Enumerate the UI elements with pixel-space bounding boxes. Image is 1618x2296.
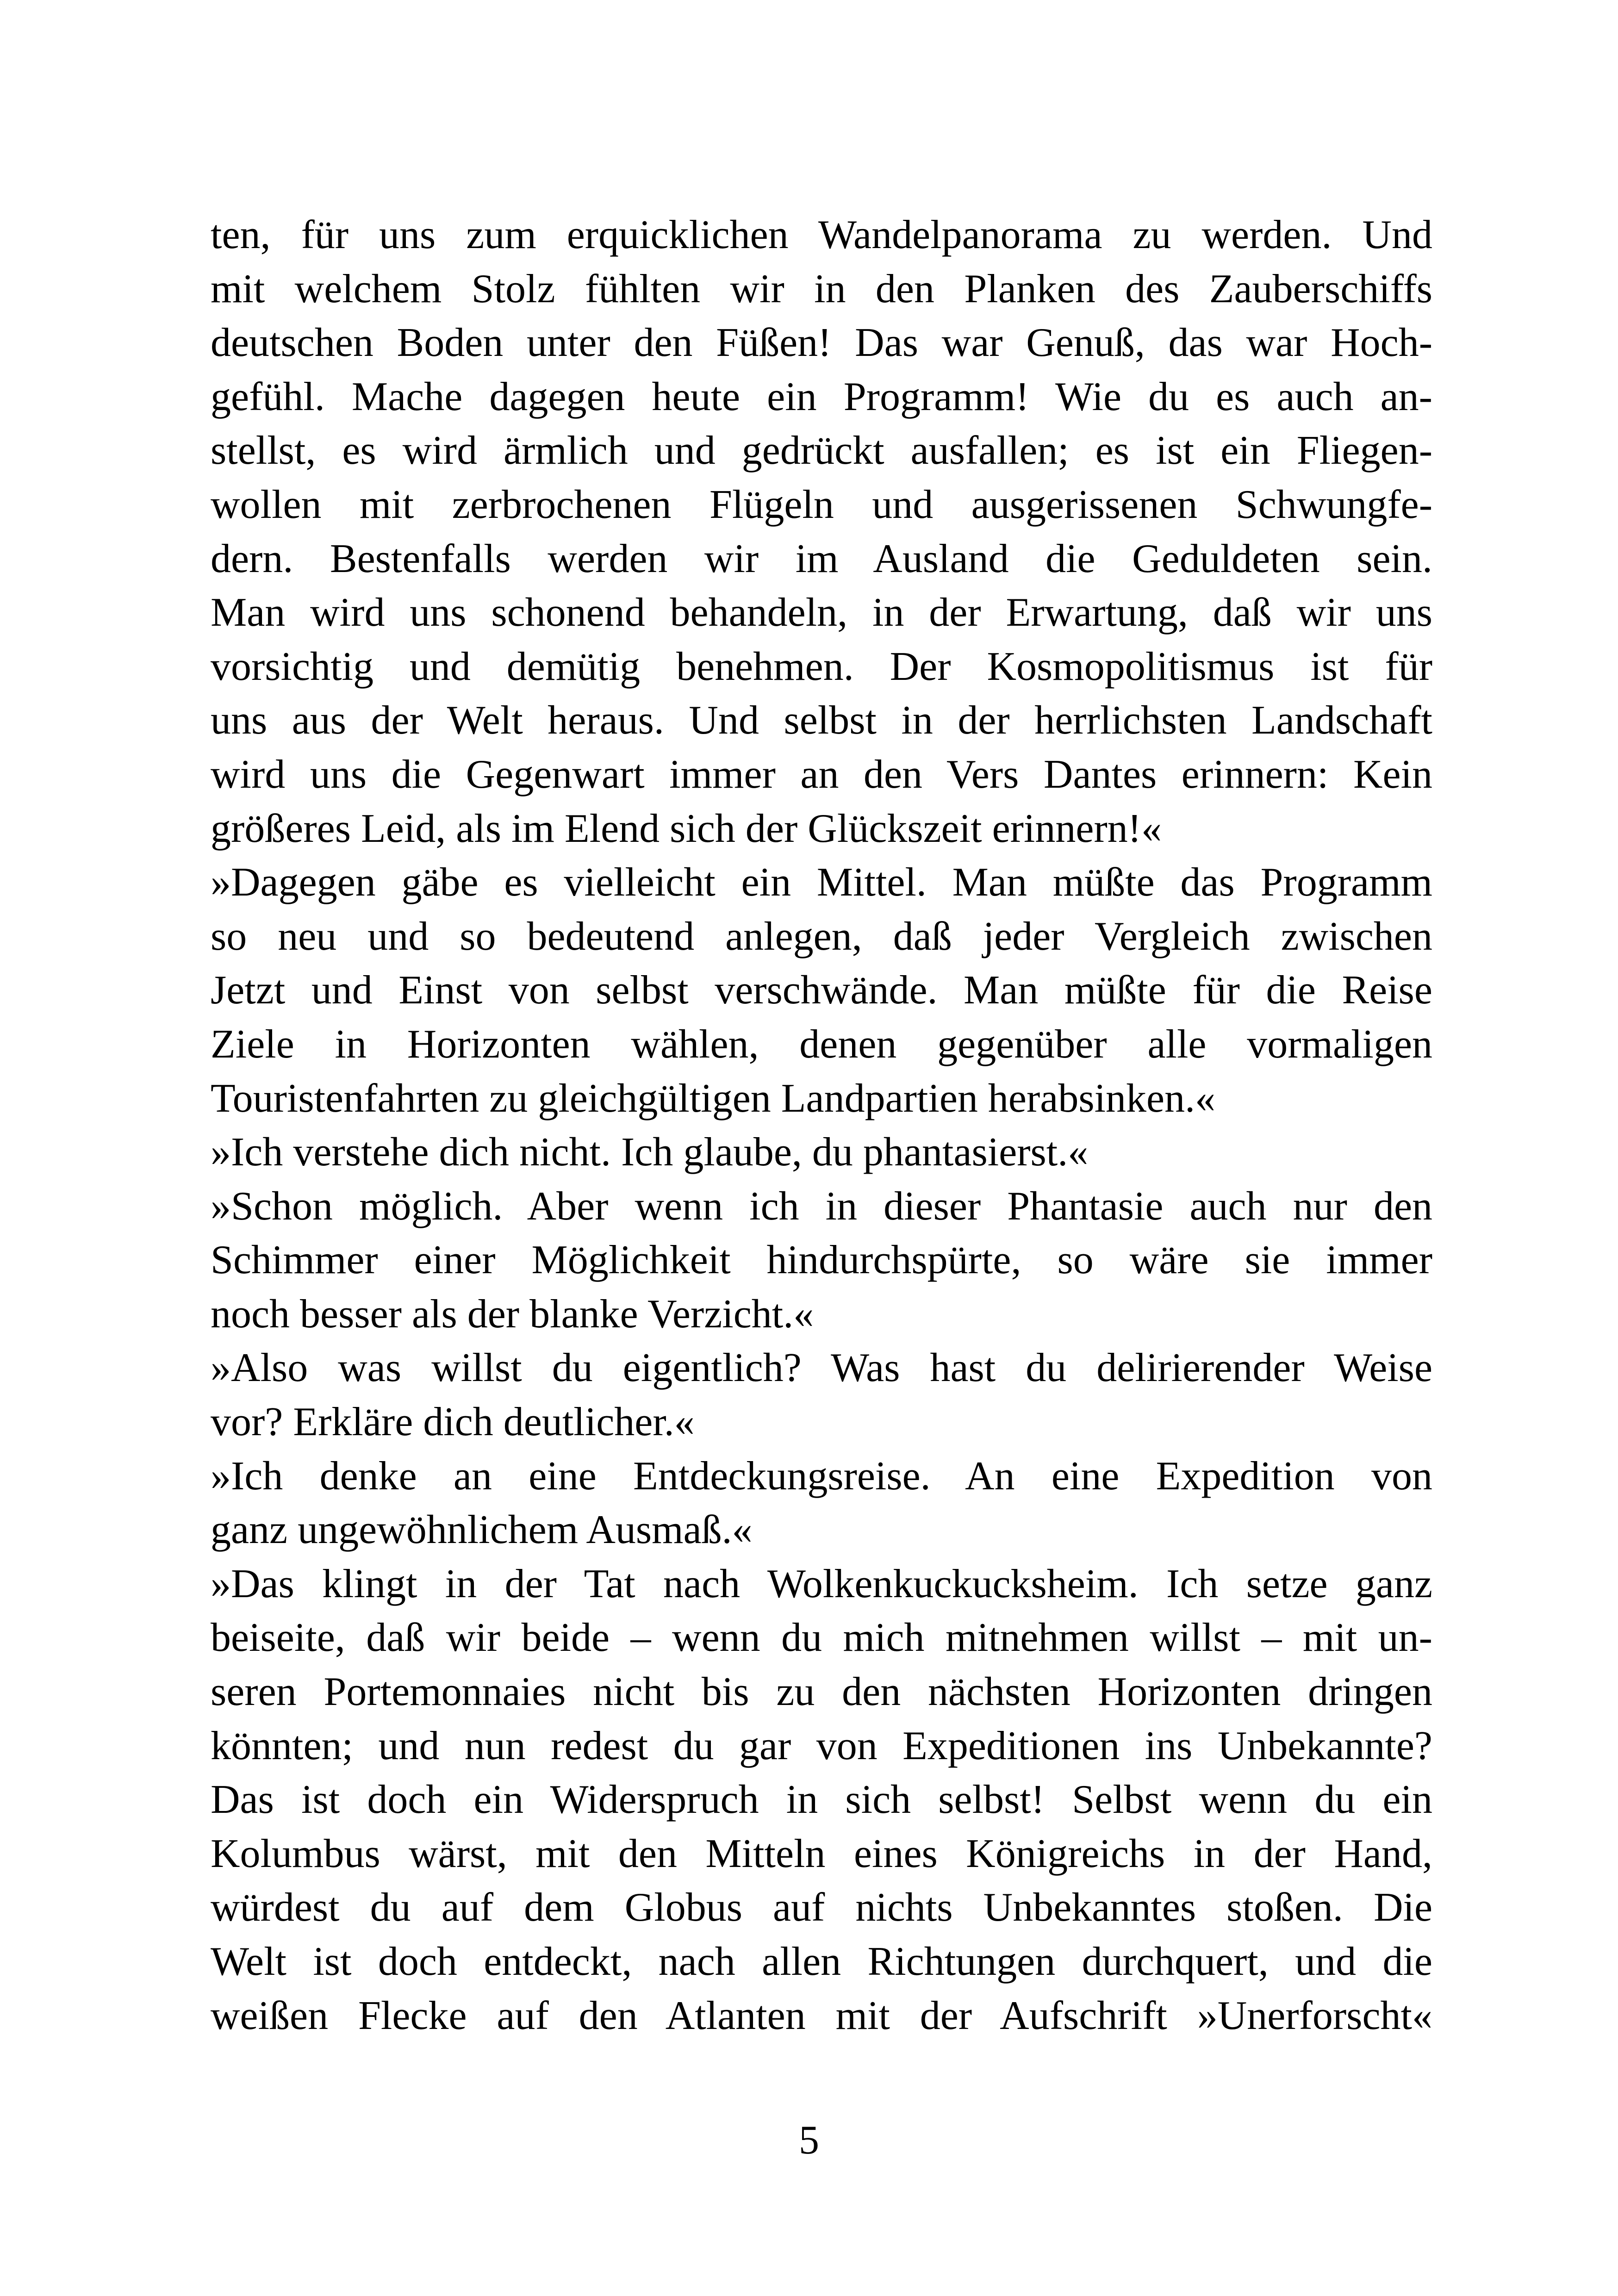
text-line: uns aus der Welt heraus. Und selbst in der herrlichsten Landschaft [211,698,1432,743]
text-line: Touristenfahrten zu gleichgültigen Landpartien herabsinken.« [211,1076,1216,1121]
text-line: »Dagegen gäbe es vielleicht ein Mittel. Man müßte das Programm [211,860,1432,905]
text-line: deutschen Boden unter den Füßen! Das war Genuß, das war Hoch- [211,320,1432,366]
text-line: Man wird uns schonend behandeln, in der Erwartung, daß wir uns [211,590,1432,635]
text-line: größeres Leid, als im Elend sich der Glückszeit erinnern!« [211,806,1162,851]
text-line: mit welchem Stolz fühlten wir in den Planken des Zauberschiffs [211,266,1432,311]
text-line: könnten; und nun redest du gar von Expeditionen ins Unbekannte? [211,1723,1432,1768]
text-line: »Ich denke an eine Entdeckungsreise. An eine Expedition von [211,1453,1432,1499]
text-line: Jetzt und Einst von selbst verschwände. Man müßte für die Reise [211,968,1432,1013]
text-line: seren Portemonnaies nicht bis zu den nächsten Horizonten dringen [211,1669,1432,1715]
text-line: vorsichtig und demütig benehmen. Der Kosmopolitismus ist für [211,644,1432,689]
text-line: »Schon möglich. Aber wenn ich in dieser Phantasie auch nur den [211,1183,1432,1229]
text-line: noch besser als der blanke Verzicht.« [211,1291,814,1337]
text-line: ganz ungewöhnlichem Ausmaß.« [211,1507,753,1553]
text-line: wollen mit zerbrochenen Flügeln und ausgerissenen Schwungfe- [211,482,1432,527]
text-line: »Ich verstehe dich nicht. Ich glaube, du phantasierst.« [211,1130,1089,1175]
text-line: »Das klingt in der Tat nach Wolkenkuckucksheim. Ich setze ganz [211,1561,1432,1606]
text-line: »Also was willst du eigentlich? Was hast du delirierender Weise [211,1345,1432,1391]
text-line: Schimmer einer Möglichkeit hindurchspürte, so wäre sie immer [211,1238,1432,1283]
text-line: Welt ist doch entdeckt, nach allen Richtungen durchquert, und die [211,1939,1432,1984]
text-line: weißen Flecke auf den Atlanten mit der Aufschrift »Unerforscht« [211,1993,1432,2038]
text-line: beiseite, daß wir beide – wenn du mich mitnehmen willst – mit un- [211,1615,1432,1661]
text-line: Ziele in Horizonten wählen, denen gegenüber alle vormaligen [211,1021,1432,1067]
body-text [211,208,1432,2043]
text-line: so neu und so bedeutend anlegen, daß jeder Vergleich zwischen [211,914,1432,959]
text-line: vor? Erkläre dich deutlicher.« [211,1400,695,1445]
text-line: Kolumbus wärst, mit den Mitteln eines Königreichs in der Hand, [211,1831,1432,1876]
text-line: dern. Bestenfalls werden wir im Ausland die Geduldeten sein. [211,536,1432,581]
text-line: stellst, es wird ärmlich und gedrückt ausfallen; es ist ein Fliegen- [211,428,1432,473]
text-line: ten, für uns zum erquicklichen Wandelpanorama zu werden. Und [211,212,1432,257]
text-line: würdest du auf dem Globus auf nichts Unbekanntes stoßen. Die [211,1885,1432,1930]
text-line: Das ist doch ein Widerspruch in sich selbst! Selbst wenn du ein [211,1777,1432,1823]
text-line: wird uns die Gegenwart immer an den Vers Dantes erinnern: Kein [211,752,1432,797]
text-line: gefühl. Mache dagegen heute ein Programm! Wie du es auch an- [211,374,1432,419]
page-number: 5 [799,2118,819,2163]
